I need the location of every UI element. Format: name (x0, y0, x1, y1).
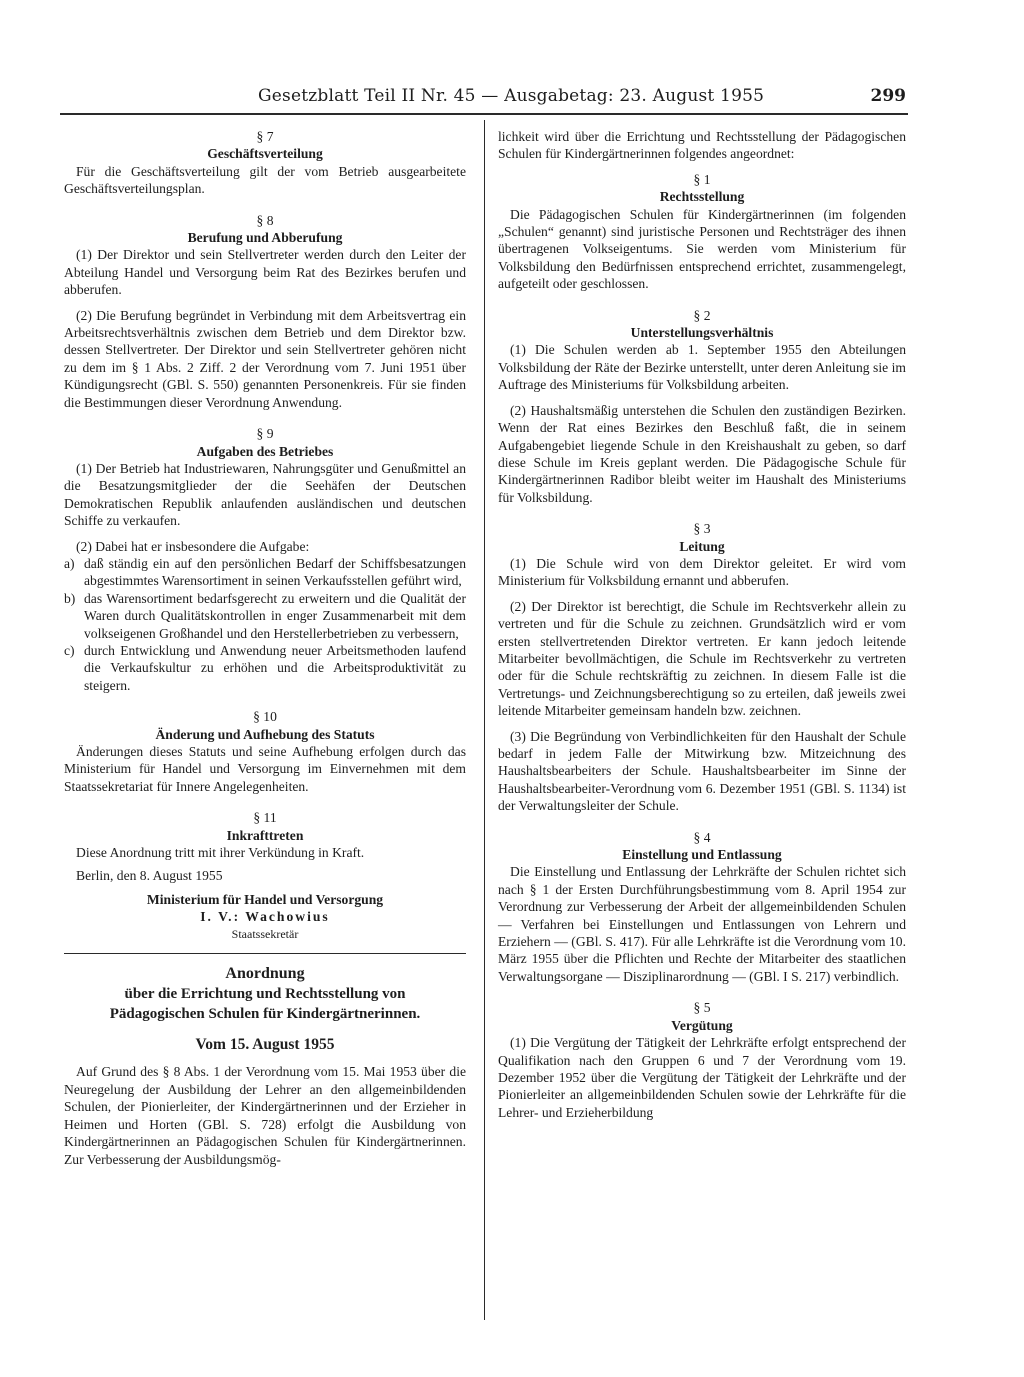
paragraph: Diese Anordnung tritt mit ihrer Verkündung in Kraft. (76, 845, 365, 861)
paragraph: Für die Geschäftsverteilung gilt der vom Betrieb ausgearbeitete Geschäftsverteilungsplan. (64, 163, 466, 197)
paragraph: Änderungen dieses Statuts und seine Aufhebung erfolgen durch das Ministerium für Handel und Versorgung im Einvernehmen mit dem Staatssekretariat für Innere Angelegenheiten. (64, 744, 466, 794)
header-rule (60, 113, 908, 115)
section-title: Rechtsstellung (659, 189, 745, 205)
list-marker: a) (64, 555, 75, 571)
paragraph: (1) Der Direktor und sein Stellvertreter werden durch den Leiter der Abteilung Handel und Versorgung beim Rat des Bezirkes berufen und abberufen. (64, 247, 466, 298)
paragraph: (1) Die Schule wird von dem Direktor geleitet. Er wird vom Ministerium für Volksbildung ernannt und abberufen. (498, 555, 906, 589)
section-number: § 3 (693, 521, 711, 537)
section-number: § 7 (256, 129, 274, 144)
anordnung-title: Anordnung (225, 965, 305, 983)
paragraph: Auf Grund des § 8 Abs. 1 der Verordnung vom 15. Mai 1953 über die Neuregelung der Ausbildung der Lehrer an den allgemeinbildenden Schulen, der Pionierleiter, der Kindergärtnerinnen und der Erzieher in Heimen und Horten (GBl. S. 728) erfolgt die Ausbildung von Kindergärtnerinnen an Pädagogischen Schulen für Kindergärtnerinnen. Zur Verbesserung der Ausbildungsmög- (64, 1064, 466, 1167)
anordnung-subtitle: über die Errichtung und Rechtsstellung von (124, 986, 406, 1003)
paragraph: (3) Die Begründung von Verbindlichkeiten für den Haushalt der Schule bedarf in jedem Falle der Mitwirkung bzw. Mitzeichnung des Haushaltsbearbeiters der Schule. Haushaltsbearbeiter im Sinne der Haushaltsbearbeiter-Verordnung vom 6. Dezember 1951 (GBl. S. 1134) ist der Verwaltungsleiter der Schule. (498, 728, 906, 814)
signature-ministry: Ministerium für Handel und Versorgung (146, 891, 384, 907)
section-number: § 11 (253, 810, 277, 826)
section-title: Inkrafttreten (226, 827, 304, 843)
list-text: daß ständig ein auf den persönlichen Bedarf der Schiffsbesatzungen abgestimmtes Warensortiment in seinen Verkaufsstellen geführt wird, (84, 555, 466, 589)
list-marker: c) (64, 642, 75, 658)
left-column (64, 128, 466, 1168)
paragraph: (1) Der Betrieb hat Industriewaren, Nahrungsgüter und Genußmittel an die Besatzungsmitglieder der die Seehäfen der Deutschen Demokratischen Republik anlaufenden ausländischen und deutschen Schiffe zu verkaufen. (64, 460, 466, 529)
signature-role: Staatssekretär (231, 926, 299, 941)
signature-place-date: Berlin, den 8. August 1955 (76, 868, 223, 884)
header-title: Gesetzblatt Teil II Nr. 45 — Ausgabetag: 23. August 1955 (258, 86, 765, 106)
list-item (64, 590, 466, 642)
paragraph: (2) Haushaltsmäßig unterstehen die Schulen den zuständigen Bezirken. Wenn der Rat eines Bezirkes den Beschluß faßt, die in seinem Aufgabengebiet liegende Schule in den Kreishaushalt zu geben, so darf diese Schule im Kreis geplant werden. Die Pädagogische Schule für Kindergärtnerinnen Radibor bleibt weiter im Haushalt des Ministeriums für Volksbildung. (498, 402, 906, 505)
list-text: durch Entwicklung und Anwendung neuer Arbeitsmethoden laufend die Verkaufskultur zu erhöhen und die Arbeitsproduktivität zu steigern. (84, 642, 466, 693)
paragraph: lichkeit wird über die Errichtung und Rechtsstellung der Pädagogischen Schulen für Kindergärtnerinnen folgendes angeordnet: (498, 129, 906, 162)
anordnung-subtitle: Pädagogischen Schulen für Kindergärtnerinnen. (109, 1006, 421, 1023)
section-number: § 9 (256, 426, 274, 442)
section-rule (64, 953, 466, 954)
section-title: Unterstellungsverhältnis (630, 325, 774, 341)
section-title: Leitung (679, 538, 725, 554)
section-number: § 5 (693, 1000, 711, 1016)
paragraph: (2) Der Direktor ist berechtigt, die Schule im Rechtsverkehr allein zu vertreten und für die Schule zu zeichnen. Grundsätzlich wird er vom ersten stellvertretenden Direktor vertreten. Er kann jedoch leitende Mitarbeiter bevollmächtigen, die Schule im Rechtsverkehr zu vertreten oder für die Schule rechtskräftig zu zeichnen. In diesem Falle ist die Vertretungs- und Zeichnungsberechtigung so zu erteilen, daß jeweils zwei leitende Mitarbeiter gemeinsam handeln bzw. zeichnen. (498, 598, 906, 719)
list-item (64, 642, 466, 694)
section-number: § 8 (256, 212, 274, 228)
section-title: Vergütung (671, 1017, 733, 1033)
section-title: Änderung und Aufhebung des Statuts (155, 726, 375, 742)
section-number: § 10 (253, 709, 277, 725)
section-number: § 4 (693, 829, 711, 845)
section-title: Einstellung und Entlassung (622, 847, 782, 863)
paragraph: (1) Die Vergütung der Tätigkeit der Lehrkräfte erfolgt entsprechend der Qualifikation nach den Gruppen 6 und 7 der Verordnung vom 19. Dezember 1952 über die Vergütung der Tätigkeit der Lehrkräfte und der Pionierleiter an allgemeinbildenden Schulen sowie der Lehrkräfte für die Lehrer- und Erzieherbildung (498, 1035, 906, 1120)
signature-signer: I. V.: Wachowius (200, 909, 330, 925)
list-marker: b) (64, 590, 76, 606)
section-title: Aufgaben des Betriebes (196, 443, 334, 459)
section-title: Geschäftsverteilung (207, 146, 323, 162)
section-number: § 1 (693, 171, 711, 187)
column-divider (484, 120, 485, 1320)
paragraph: Die Einstellung und Entlassung der Lehrkräfte der Schulen richtet sich nach § 1 der Ersten Durchführungsbestimmung vom 8. April 1954 zur Verordnung zur Verbesserung der Arbeit der allgemeinbildenden Schulen — Verfahren bei Einstellungen und Entlassungen von Lehrern und Erziehern — (GBl. S. 417). Für alle Lehrkräfte ist die Verordnung vom 10. März 1955 über die Pflichten und Rechte der Mitarbeiter des staatlichen Verwaltungsorgane — Disziplinarordnung — (GBl. I S. 217) verbindlich. (498, 864, 906, 984)
section-title: Berufung und Abberufung (187, 230, 343, 246)
section-number: § 2 (693, 307, 711, 323)
paragraph: (2) Die Berufung begründet in Verbindung mit dem Arbeitsvertrag ein Arbeitsrechtsverhältnis zwischen dem Betrieb und dem Direktor bzw. dessen Stellvertreter. Der Direktor und sein Stellvertreter gehören nicht zu dem im § 1 Abs. 2 Ziff. 2 der Verordnung vom 7. Juni 1951 über Kündigungsrecht (GBl. S. 550) genannten Personenkreis. Für sie finden die Bestimmungen dieser Verordnung Anwendung. (64, 307, 466, 410)
paragraph: Die Pädagogischen Schulen für Kindergärtnerinnen (im folgenden „Schulen“ genannt) sind juristische Personen und Rechtsträger des ihnen übertragenen Volkseigentums. Sie werden vom Ministerium für Volksbildung den Bedürfnissen entsprechend errichtet, zusammengelegt, aufgeteilt oder geschlossen. (498, 206, 906, 292)
list-text: das Warensortiment bedarfsgerecht zu erweitern und die Qualität der Waren durch Qualitätskontrollen in enger Zusammenarbeit mit dem volkseigenen Großhandel und den Herstellerbetrieben zu verbessern, (84, 590, 466, 641)
anordnung-date: Vom 15. August 1955 (195, 1036, 335, 1054)
page-header (60, 86, 908, 112)
right-column (498, 128, 906, 1121)
page-number: 299 (870, 86, 906, 106)
paragraph: (1) Die Schulen werden ab 1. September 1955 den Abteilungen Volksbildung der Räte der Bezirke unterstellt, unter deren Anleitung sie im Auftrage des Ministeriums für Volksbildung arbeiten. (498, 342, 906, 393)
list-item (64, 555, 466, 590)
paragraph: (2) Dabei hat er insbesondere die Aufgabe: (76, 538, 310, 554)
